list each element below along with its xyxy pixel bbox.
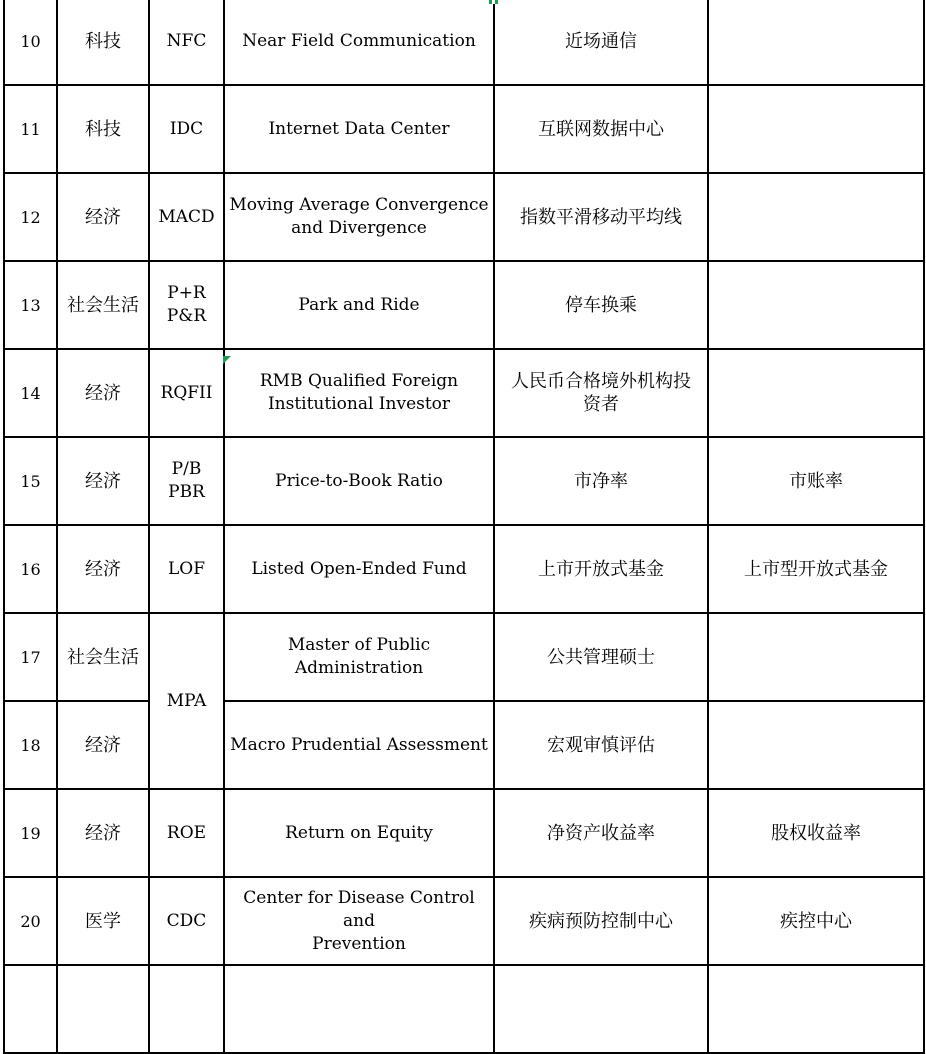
cell-full-name[interactable]: Near Field Communication bbox=[224, 0, 494, 85]
cell-chinese-name[interactable]: 互联网数据中心 bbox=[494, 85, 708, 173]
cell-number[interactable]: 17 bbox=[4, 613, 57, 701]
cell-abbreviation[interactable]: NFC bbox=[149, 0, 224, 85]
cell-category[interactable]: 社会生活 bbox=[57, 261, 149, 349]
cell-category[interactable]: 经济 bbox=[57, 437, 149, 525]
cell-full-name[interactable]: Master of Public Administration bbox=[224, 613, 494, 701]
cell-full-name[interactable]: Return on Equity bbox=[224, 789, 494, 877]
cell-chinese-name[interactable] bbox=[494, 965, 708, 1053]
cell-number[interactable]: 19 bbox=[4, 789, 57, 877]
cell-alternate-name[interactable] bbox=[708, 701, 924, 789]
cell-text-line: 资者 bbox=[583, 394, 619, 415]
cell-number[interactable]: 12 bbox=[4, 173, 57, 261]
cell-category[interactable]: 科技 bbox=[57, 85, 149, 173]
cell-number[interactable]: 13 bbox=[4, 261, 57, 349]
cell-number[interactable]: 15 bbox=[4, 437, 57, 525]
cell-alternate-name[interactable] bbox=[708, 261, 924, 349]
cell-abbreviation[interactable]: CDC bbox=[149, 877, 224, 965]
cell-abbreviation[interactable]: ROE bbox=[149, 789, 224, 877]
cell-text-line: Prevention bbox=[312, 933, 406, 954]
spreadsheet-grid bbox=[3, 0, 925, 1054]
cell-category[interactable]: 科技 bbox=[57, 0, 149, 85]
cell-full-name[interactable] bbox=[224, 173, 494, 261]
cell-text-line: P+R bbox=[167, 283, 206, 303]
cell-number[interactable]: 18 bbox=[4, 701, 57, 789]
cell-abbreviation[interactable] bbox=[149, 261, 224, 349]
table-row bbox=[4, 701, 924, 789]
cell-chinese-name[interactable]: 指数平滑移动平均线 bbox=[494, 173, 708, 261]
table-row bbox=[4, 349, 924, 437]
cell-alternate-name[interactable]: 上市型开放式基金 bbox=[708, 525, 924, 613]
table-row bbox=[4, 525, 924, 613]
cell-full-name[interactable] bbox=[224, 877, 494, 965]
cell-number[interactable]: 10 bbox=[4, 0, 57, 85]
cell-category[interactable]: 经济 bbox=[57, 349, 149, 437]
table-row bbox=[4, 437, 924, 525]
table-row bbox=[4, 0, 924, 85]
cell-alternate-name[interactable] bbox=[708, 613, 924, 701]
cell-full-name[interactable]: Internet Data Center bbox=[224, 85, 494, 173]
cell-alternate-name[interactable]: 股权收益率 bbox=[708, 789, 924, 877]
table-row bbox=[4, 261, 924, 349]
cell-text-line: P&R bbox=[166, 306, 207, 326]
comment-indicator-icon[interactable] bbox=[223, 356, 231, 364]
cell-chinese-name[interactable] bbox=[494, 349, 708, 437]
cell-alternate-name[interactable] bbox=[708, 349, 924, 437]
table-row bbox=[4, 789, 924, 877]
table-row bbox=[4, 613, 924, 701]
cell-text-line: Institutional Investor bbox=[267, 394, 451, 414]
cell-number[interactable]: 14 bbox=[4, 349, 57, 437]
cell-text-line: PBR bbox=[168, 482, 205, 502]
cell-text-line: Center for Disease Control and bbox=[243, 887, 475, 931]
selection-fill-handle[interactable] bbox=[489, 0, 498, 4]
cell-abbreviation[interactable] bbox=[149, 437, 224, 525]
cell-category[interactable]: 经济 bbox=[57, 789, 149, 877]
table-row bbox=[4, 85, 924, 173]
cell-category[interactable]: 经济 bbox=[57, 173, 149, 261]
cell-chinese-name[interactable]: 停车换乘 bbox=[494, 261, 708, 349]
cell-chinese-name[interactable]: 疾病预防控制中心 bbox=[494, 877, 708, 965]
cell-number[interactable]: 20 bbox=[4, 877, 57, 965]
cell-category[interactable]: 社会生活 bbox=[57, 613, 149, 701]
cell-text-line: and Divergence bbox=[291, 218, 427, 238]
table-row bbox=[4, 877, 924, 965]
cell-chinese-name[interactable]: 市净率 bbox=[494, 437, 708, 525]
cell-full-name[interactable]: Park and Ride bbox=[224, 261, 494, 349]
cell-text-line: Moving Average Convergence bbox=[229, 195, 489, 215]
cell-alternate-name[interactable]: 市账率 bbox=[708, 437, 924, 525]
cell-abbreviation[interactable] bbox=[149, 965, 224, 1053]
cell-category[interactable] bbox=[57, 965, 149, 1053]
cell-abbreviation[interactable]: IDC bbox=[149, 85, 224, 173]
cell-category[interactable]: 经济 bbox=[57, 701, 149, 789]
cell-alternate-name[interactable] bbox=[708, 173, 924, 261]
cell-text-line: RMB Qualified Foreign bbox=[259, 371, 459, 391]
cell-alternate-name[interactable] bbox=[708, 965, 924, 1053]
table-row bbox=[4, 173, 924, 261]
cell-chinese-name[interactable]: 宏观审慎评估 bbox=[494, 701, 708, 789]
cell-abbreviation[interactable]: LOF bbox=[149, 525, 224, 613]
cell-category[interactable]: 经济 bbox=[57, 525, 149, 613]
cell-alternate-name[interactable] bbox=[708, 85, 924, 173]
cell-alternate-name[interactable]: 疾控中心 bbox=[708, 877, 924, 965]
cell-chinese-name[interactable]: 上市开放式基金 bbox=[494, 525, 708, 613]
cell-chinese-name[interactable]: 公共管理硕士 bbox=[494, 613, 708, 701]
cell-chinese-name[interactable]: 近场通信 bbox=[494, 0, 708, 85]
cell-full-name[interactable]: Listed Open-Ended Fund bbox=[224, 525, 494, 613]
cell-full-name[interactable] bbox=[224, 349, 494, 437]
cell-alternate-name[interactable] bbox=[708, 0, 924, 85]
cell-full-name[interactable] bbox=[224, 965, 494, 1053]
table-row bbox=[4, 965, 924, 1053]
cell-number[interactable] bbox=[4, 965, 57, 1053]
cell-abbreviation[interactable]: MACD bbox=[149, 173, 224, 261]
cell-full-name[interactable]: Price-to-Book Ratio bbox=[224, 437, 494, 525]
cell-abbreviation[interactable]: RQFII bbox=[149, 349, 224, 437]
cell-category[interactable]: 医学 bbox=[57, 877, 149, 965]
cell-abbreviation-merged[interactable]: MPA bbox=[149, 613, 224, 789]
cell-full-name[interactable]: Macro Prudential Assessment bbox=[224, 701, 494, 789]
cell-number[interactable]: 16 bbox=[4, 525, 57, 613]
cell-text-line: 人民币合格境外机构投 bbox=[511, 371, 691, 392]
cell-text-line: P/B bbox=[171, 459, 202, 479]
cell-number[interactable]: 11 bbox=[4, 85, 57, 173]
cell-chinese-name[interactable]: 净资产收益率 bbox=[494, 789, 708, 877]
